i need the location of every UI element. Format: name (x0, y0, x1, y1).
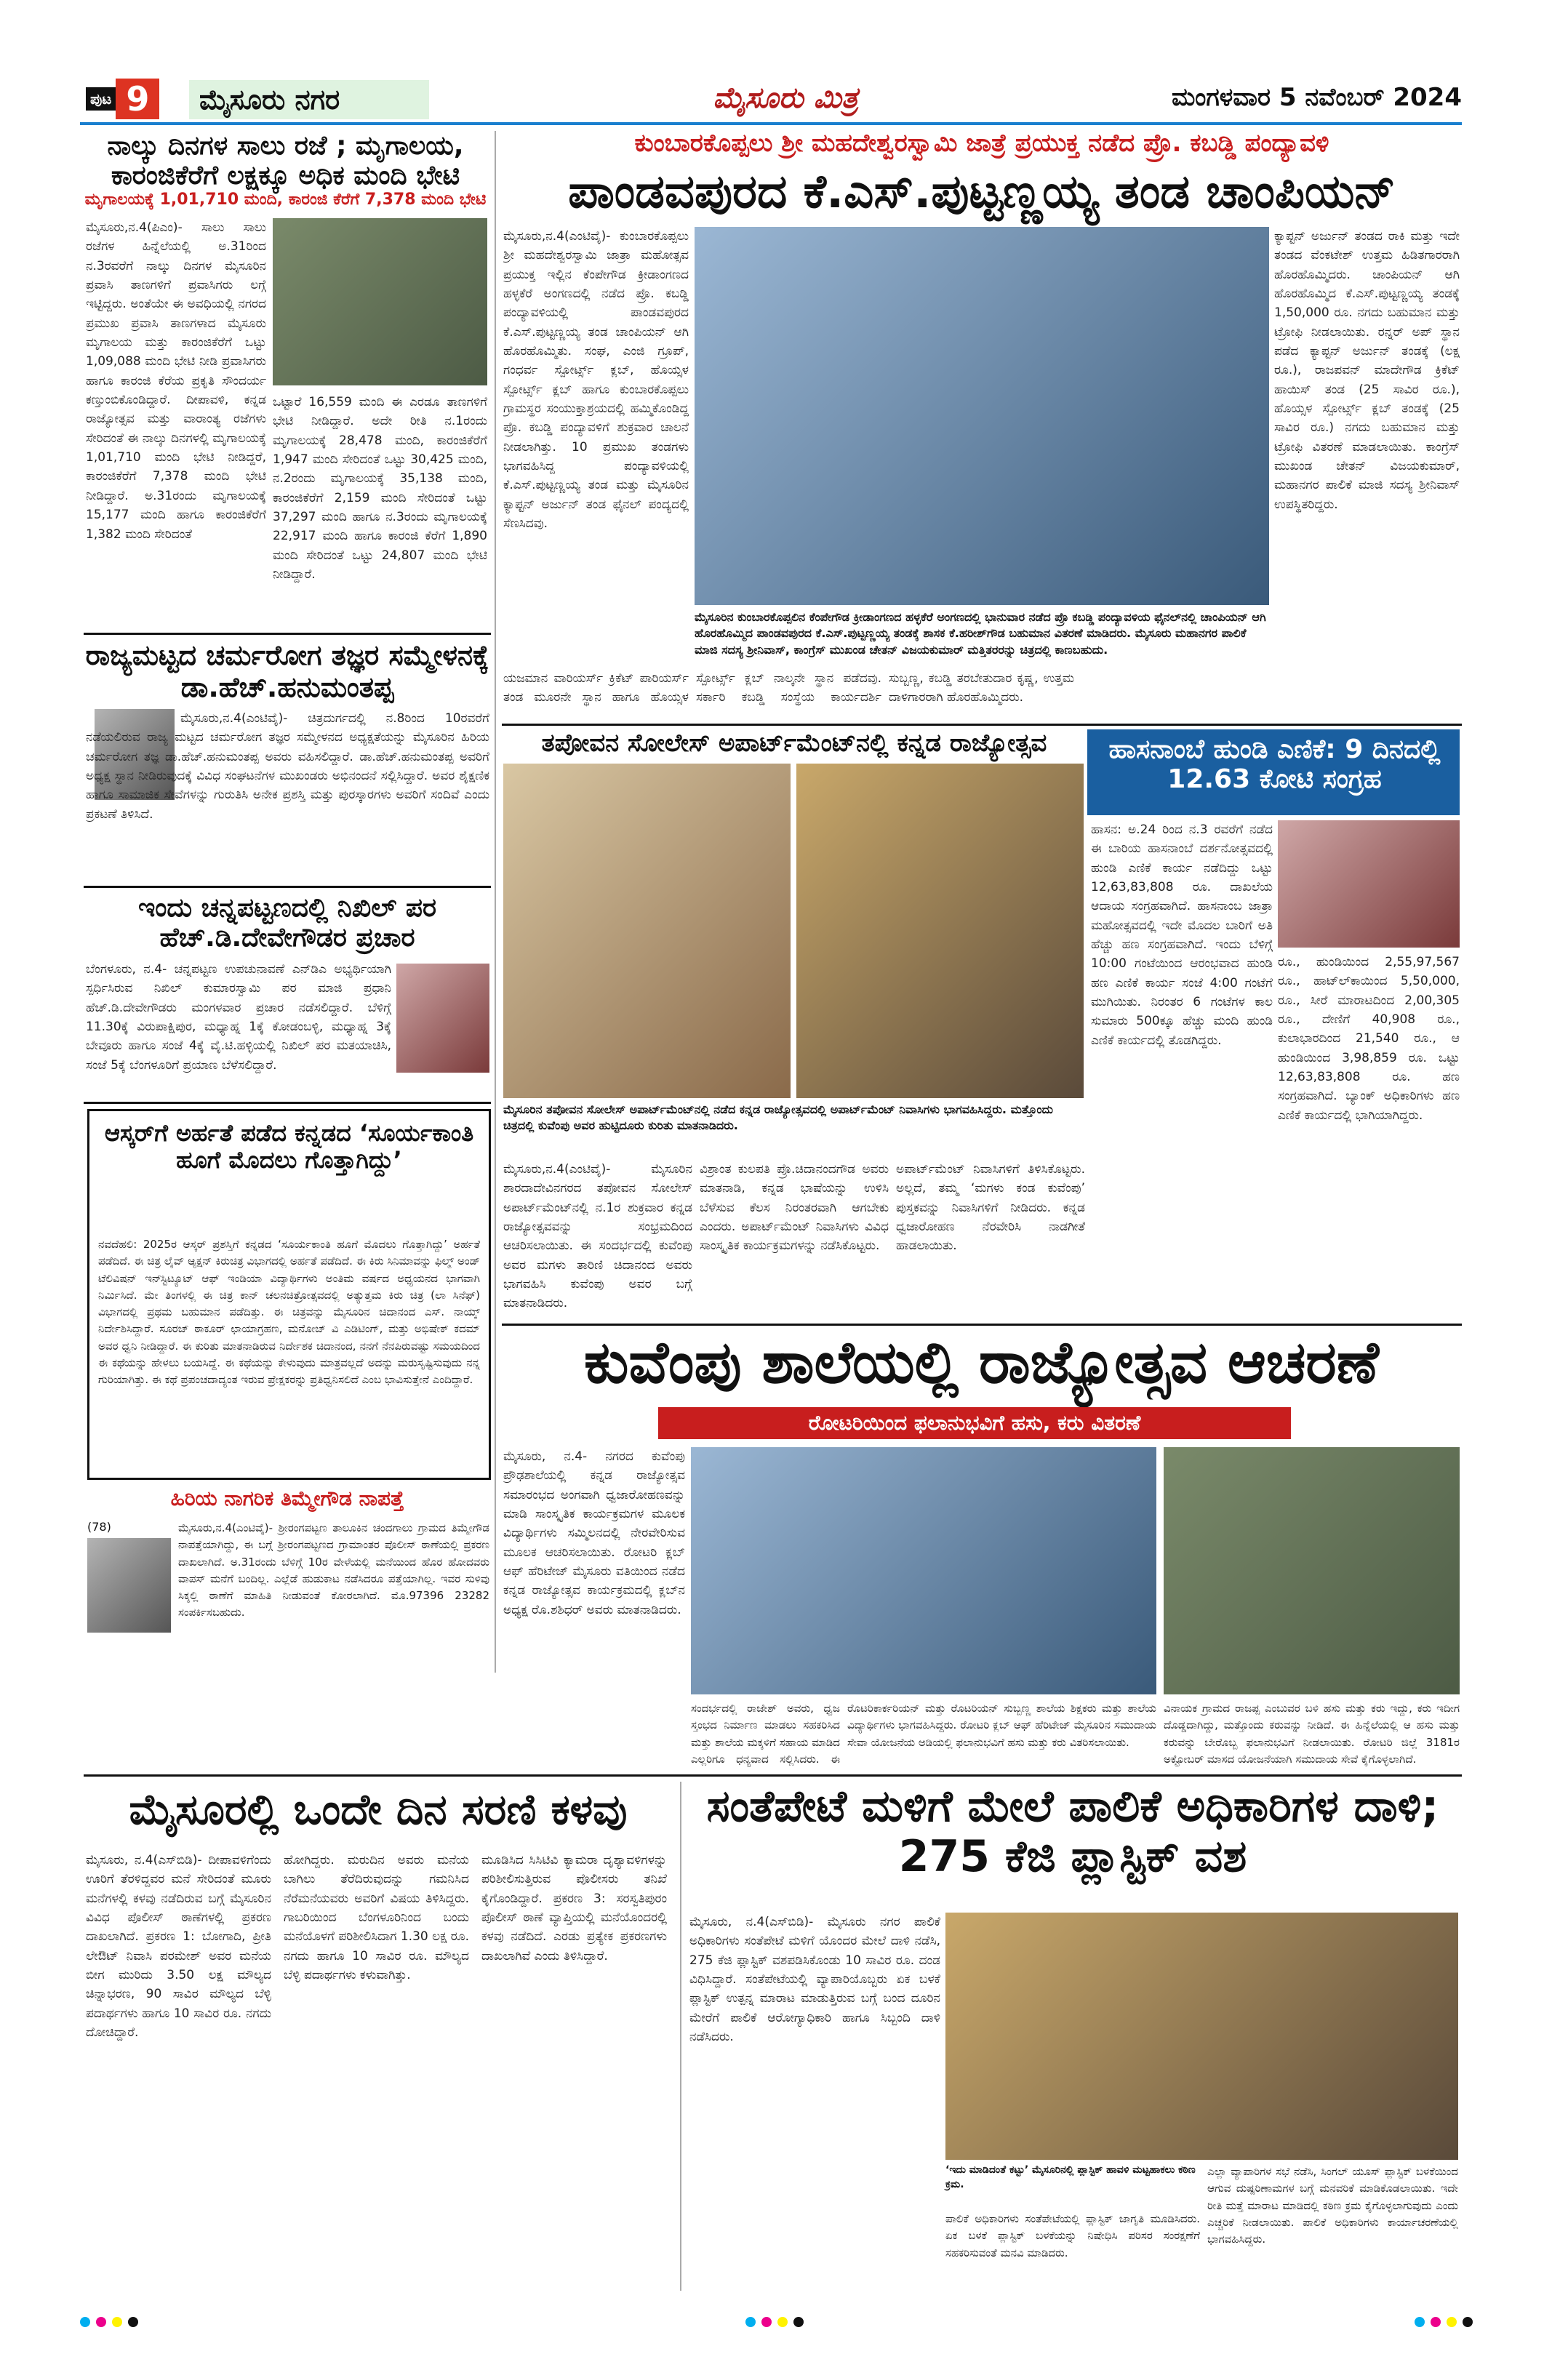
dg-body: ಬೆಂಗಳೂರು, ನ.4- ಚನ್ನಪಟ್ಟಣ ಉಪಚುನಾವಣೆ ಎನ್‍ಡಿಎ ಅಭ್ಯರ್ಥಿಯಾಗಿ ಸ್ಪರ್ಧಿಸಿರುವ ನಿಖಿಲ್ ಕುಮಾರಸ್ವಾಮಿ ಪರ ಮಾಜಿ ಪ್ರಧಾನಿ ಹೆಚ್.ಡಿ.ದೇವೇಗೌಡರು ಮಂಗಳವಾರ ಪ್ರಚಾರ ನಡೆಸಲಿದ್ದಾರೆ. ಬೆಳಿಗ್ಗೆ 11.30ಕ್ಕೆ ವಿರುಪಾಕ್ಷಿಪುರ, ಮಧ್ಯಾಹ್ನ 1ಕ್ಕೆ ಕೋಡಂಬಳ್ಳಿ, ಮಧ್ಯಾಹ್ನ 3ಕ್ಕೆ ಬೇವೂರು ಹಾಗೂ ಸಂಜೆ 4ಕ್ಕೆ ವೈ.ಟಿ.ಹಳ್ಳಿಯಲ್ಲಿ ನಿಖಿಲ್ ಪರ ಮತಯಾಚಿಸಿ, ಸಂಜೆ 5ಕ್ಕೆ ಬೆಂಗಳೂರಿಗೆ ಪ್ರಯಾಣ ಬೆಳೆಸಲಿದ್ದಾರೆ. (86, 962, 391, 1073)
plastic-caption: ‘ಇದು ಮಾಡಿದಂತೆ ಕಟ್ಟು’ ಮೈಸೂರಿನಲ್ಲಿ ಪ್ಲಾಸ್ಟಿಕ್ ಹಾವಳಿ ಮಟ್ಟಹಾಕಲು ಕಠಿಣ ಕ್ರಮ. (945, 2164, 1196, 2190)
kuvempu-flag-photo (691, 1447, 1156, 1694)
kabaddi-caption: ಮೈಸೂರಿನ ಕುಂಬಾರಕೊಪ್ಪಲಿನ ಕೆಂಪೇಗೌಡ ಕ್ರೀಡಾಂಗಣದ ಹಳ್ಳಕೆರೆ ಅಂಗಣದಲ್ಲಿ ಭಾನುವಾರ ನಡೆದ ಪ್ರೊ ಕಬಡ್ಡಿ ಪಂದ್ಯಾವಳಿಯ ಫೈನಲ್‌ನಲ್ಲಿ ಚಾಂಪಿಯನ್ ಆಗಿ ಹೊರಹೊಮ್ಮಿದ ಪಾಂಡವಪುರದ ಕೆ.ಎಸ್.ಪುಟ್ಟಣ್ಣಯ್ಯ ತಂಡಕ್ಕೆ ಶಾಸಕ ಕೆ.ಹರೀಶ್‌ಗೌಡ ಬಹುಮಾನ ವಿತರಣೆ ಮಾಡಿದರು. ಮೈಸೂರು ಮಹಾನಗರ ಪಾಲಿಕೆ ಮಾಜಿ ಸದಸ್ಯ ಶ್ರೀನಿವಾಸ್, ಕಾಂಗ್ರೆಸ್ ಮುಖಂಡ ಚೇತನ್ ವಿಜಯಕುಮಾರ್ ಮತ್ತಿತರರನ್ನು ಚಿತ್ರದಲ್ಲಿ ಕಾಣಬಹುದು. (695, 610, 1266, 657)
kabaddi-bottom-text: ಯಜಮಾನ ವಾರಿಯರ್ಸ್ ಕ್ರಿಕೆಟ್ ಪಾರಿಯರ್ಸ್ ತಂಡ ಮೂರನೇ ಸ್ಥಾನ ಹಾಗೂ ಹೊಯ್ಸಳ ಸ್ಪೋರ್ಟ್ಸ್ ಕ್ಲಬ್ ನಾಲ್ಕನೇ ಸ್ಥಾನ ಪಡೆದವು. ಸರ್ಕಾರಿ ಕಬಡ್ಡಿ ಸಂಸ್ಥೆಯ ಕಾರ್ಯದರ್ಶಿ ಸುಬ್ಬಣ್ಣ, ಕಬಡ್ಡಿ ತರಬೇತುದಾರ ಕೃಷ್ಣ, ಉತ್ತಮ ದಾಳಿಗಾರರಾಗಿ ಹೊರಹೊಮ್ಮಿದರು. (503, 671, 1074, 705)
kuvempu-body-right: ವಿನಾಯಕ ಗ್ರಾಮದ ರಾಜಪ್ಪ ಎಂಬುವರ ಬಳಿ ಹಸು ಮತ್ತು ಕರು ಇದ್ದು, ಕರು ಇದೀಗ ದೊಡ್ಡದಾಗಿದ್ದು, ಮತ್ತೊಂದು ಕರುವನ್ನು ನೀಡಿದೆ. ಈ ಹಿನ್ನೆಲೆಯಲ್ಲಿ ಆ ಹಸು ಮತ್ತು ಕರುವನ್ನು ಬೇರೊಬ್ಬ ಫಲಾನುಭವಿಗೆ ನೀಡಲಾಯಿತು. ರೋಟರಿ ಜಿಲ್ಲೆ 3181ರ ಅಕ್ಟೋಬರ್ ಮಾಸದ ಯೋಜನೆಯಾಗಿ ಸಮುದಾಯ ಸೇವೆ ಕೈಗೊಳ್ಳಲಾಗಿದೆ. (1164, 1702, 1460, 1766)
tapovana-body-mid: ವಿಶ್ರಾಂತ ಕುಲಪತಿ ಪ್ರೊ.ಚಿದಾನಂದಗೌಡ ಅವರು ಮಾತನಾಡಿ, ಕನ್ನಡ ಭಾಷೆಯನ್ನು ಉಳಿಸಿ ಬೆಳೆಸುವ ಕೆಲಸ ನಿರಂತರವಾಗಿ ಆಗಬೇಕು ಎಂದರು. ಅಪಾರ್ಟ್‌ಮೆಂಟ್ ನಿವಾಸಿಗಳು ವಿವಿಧ ಸಾಂಸ್ಕೃತಿಕ ಕಾರ್ಯಕ್ರಮಗಳನ್ನು ನಡೆಸಿಕೊಟ್ಟರು. (700, 1162, 889, 1254)
plastic-raid-photo (945, 1913, 1458, 2160)
divider (84, 1774, 1462, 1777)
theft-body-b: ಹೋಗಿದ್ದರು. ಮರುದಿನ ಅವರು ಮನೆಯ ಬಾಗಿಲು ತೆರೆದಿರುವುದನ್ನು ಗಮನಿಸಿದ ನೆರೆಮನೆಯವರು ಅವರಿಗೆ ವಿಷಯ ತಿಳಿಸಿದ್ದರು. ಗಾಬರಿಯಿಂದ ಬೆಂಗಳೂರಿನಿಂದ ಬಂದು ಮನೆಯೊಳಗೆ ಪರಿಶೀಲಿಸಿದಾಗ 1.30 ಲಕ್ಷ ರೂ. ನಗದು ಹಾಗೂ 10 ಸಾವಿರ ರೂ. ಮೌಲ್ಯದ ಬೆಳ್ಳಿ ಪದಾರ್ಥಗಳು ಕಳುವಾಗಿತ್ತು. (284, 1853, 469, 1983)
tapovana-photo-left (503, 764, 791, 1098)
plastic-bottom: ಪಾಲಿಕೆ ಅಧಿಕಾರಿಗಳು ಸಂತೆಪೇಟೆಯಲ್ಲಿ ಪ್ಲಾಸ್ಟಿಕ್ ಜಾಗೃತಿ ಮೂಡಿಸಿದರು. ಏಕ ಬಳಕೆ ಪ್ಲಾಸ್ಟಿಕ್ ಬಳಕೆಯನ್ನು ನಿಷೇಧಿಸಿ ಪರಿಸರ ಸಂರಕ್ಷಣೆಗೆ ಸಹಕರಿಸುವಂತೆ ಮನವಿ ಮಾಡಿದರು. (945, 2212, 1200, 2259)
dg-headline: ಇಂದು ಚನ್ನಪಟ್ಟಣದಲ್ಲಿ ನಿಖಿಲ್ ಪರ ಹೆಚ್.ಡಿ.ದೇವೇಗೌಡರ ಪ್ರಚಾರ (138, 893, 436, 953)
registration-dots-left (80, 2316, 144, 2330)
kuvempu-body-left: ಮೈಸೂರು, ನ.4- ನಗರದ ಕುವೆಂಪು ಪ್ರೌಢಶಾಲೆಯಲ್ಲಿ ಕನ್ನಡ ರಾಜ್ಯೋತ್ಸವ ಸಮಾರಂಭದ ಅಂಗವಾಗಿ ಧ್ವಜಾರೋಹಣವನ್ನು ಮಾಡಿ ಸಾಂಸ್ಕೃತಿಕ ಕಾರ್ಯಕ್ರಮಗಳ ಮೂಲಕ ವಿದ್ಯಾರ್ಥಿಗಳು ಸಮ್ಮಿಲನದಲ್ಲಿ ನೇರವೇರಿಸುವ ಮೂಲಕ ಆಚರಿಸಲಾಯಿತು. ರೋಟರಿ ಕ್ಲಬ್ ಆಫ್ ಹೆರಿಟೇಜ್ ಮೈಸೂರು ವತಿಯಿಂದ ನಡೆದ ಕನ್ನಡ ರಾಜ್ಯೋತ್ಸವ ಕಾರ್ಯಕ್ರಮದಲ್ಲಿ ಕ್ಲಬ್‌ನ ಅಧ್ಯಕ್ಷ ರೊ.ಶಶಿಧರ್ ಅವರು ಮಾತನಾಡಿದರು. (503, 1449, 685, 1617)
kuvempu-body-mid: ಸಂದರ್ಭದಲ್ಲಿ ರಾಜೇಶ್ ಅವರು, ಧ್ವಜ ಸ್ತಂಭದ ನಿರ್ಮಾಣ ಮಾಡಲು ಸಹಕರಿಸಿದ ಮತ್ತು ಶಾಲೆಯ ಮಕ್ಕಳಿಗೆ ಸಹಾಯ ಮಾಡಿದ ಎಲ್ಲರಿಗೂ ಧನ್ಯವಾದ ಸಲ್ಲಿಸಿದರು. ಈ (691, 1702, 840, 1766)
hasanamba-deity-photo (1278, 820, 1460, 948)
registration-dots-center (745, 2316, 809, 2330)
kabaddi-team-photo (695, 227, 1269, 605)
zoo-headline: ನಾಲ್ಕು ದಿನಗಳ ಸಾಲು ರಜೆ ; ಮೃಗಾಲಯ, ಕಾರಂಜಿಕೆರೆಗೆ ಲಕ್ಷಕ್ಕೂ ಅಧಿಕ ಮಂದಿ ಭೇಟಿ (107, 131, 464, 191)
kabaddi-body-left: ಮೈಸೂರು,ನ.4(ಎಂಟಿವೈ)- ಕುಂಬಾರಕೊಪ್ಪಲು ಶ್ರೀ ಮಹದೇಶ್ವರಸ್ವಾಮಿ ಜಾತ್ರಾ ಮಹೋತ್ಸವ ಪ್ರಯುಕ್ತ ಇಲ್ಲಿನ ಕೆಂಪೇಗೌಡ ಕ್ರೀಡಾಂಗಣದ ಹಳ್ಳಕೆರೆ ಅಂಗಣದಲ್ಲಿ ನಡೆದ ಪ್ರೊ. ಕಬಡ್ಡಿ ಪಂದ್ಯಾವಳಿಯಲ್ಲಿ ಪಾಂಡವಪುರದ ಕೆ.ಎಸ್.ಪುಟ್ಟಣ್ಣಯ್ಯ ತಂಡ ಚಾಂಪಿಯನ್ ಆಗಿ ಹೊರಹೊಮ್ಮಿತು. ಸಂಘ, ಎಂಜಿ ಗ್ರೂಪ್, ಗಂಧರ್ವ ಸ್ಪೋರ್ಟ್ಸ್ ಕ್ಲಬ್, ಹೊಯ್ಸಳ ಸ್ಪೋರ್ಟ್ಸ್ ಕ್ಲಬ್ ಹಾಗೂ ಕುಂಬಾರಕೊಪ್ಪಲು ಗ್ರಾಮಸ್ಥರ ಸಂಯುಕ್ತಾಶ್ರಯದಲ್ಲಿ ಹಮ್ಮಿಕೊಂಡಿದ್ದ ಪ್ರೊ. ಕಬಡ್ಡಿ ಪಂದ್ಯಾವಳಿಗೆ ಶುಕ್ರವಾರ ಚಾಲನೆ ನೀಡಲಾಗಿತ್ತು. 10 ಪ್ರಮುಖ ತಂಡಗಳು ಭಾಗವಹಿಸಿದ್ದ ಪಂದ್ಯಾವಳಿಯಲ್ಲಿ ಕೆ.ಎಸ್.ಪುಟ್ಟಣ್ಣಯ್ಯ ತಂಡ ಮತ್ತು ಮೈಸೂರಿನ ಕ್ಯಾಪ್ಟನ್ ಅರ್ಜುನ್ ತಂಡ ಫೈನಲ್ ಪಂದ್ಯದಲ್ಲಿ ಸೆಣಸಿದವು. (503, 229, 689, 532)
missing-body: ಮೈಸೂರು,ನ.4(ಎಂಟಿವೈ)- ಶ್ರೀರಂಗಪಟ್ಟಣ ತಾಲೂಕಿನ ಚಂದಗಾಲು ಗ್ರಾಮದ ತಿಮ್ಮೇಗೌಡ ನಾಪತ್ತೆಯಾಗಿದ್ದು, ಈ ಬಗ್ಗೆ ಶ್ರೀರಂಗಪಟ್ಟಣದ ಗ್ರಾಮಾಂತರ ಪೊಲೀಸ್ ಠಾಣೆಯಲ್ಲಿ ಪ್ರಕರಣ ದಾಖಲಾಗಿದೆ. ಅ.31ರಂದು ಬೆಳಿಗ್ಗೆ 10ರ ವೇಳೆಯಲ್ಲಿ ಮನೆಯಿಂದ ಹೊರ ಹೋದವರು ವಾಪಸ್ ಮನೆಗೆ ಬಂದಿಲ್ಲ. ಎಲ್ಲೆಡೆ ಹುಡುಕಾಟ ನಡೆಸಿದರೂ ಪತ್ತೆಯಾಗಿಲ್ಲ. ಇವರ ಸುಳಿವು ಸಿಕ್ಕಲ್ಲಿ ಠಾಣೆಗೆ ಮಾಹಿತಿ ನೀಡುವಂತೆ ಕೋರಲಾಗಿದೆ. ಮೊ.97396 23282 ಸಂಪರ್ಕಿಸಬಹುದು. (178, 1521, 489, 1620)
kabaddi-headline: ಪಾಂಡವಪುರದ ಕೆ.ಎಸ್.ಪುಟ್ಟಣ್ಣಯ್ಯ ತಂಡ ಚಾಂಪಿಯನ್ (568, 165, 1396, 219)
hasanamba-body-right: ರೂ., ಹುಂಡಿಯಿಂದ 2,55,97,567 ರೂ., ಹಾಟ್‌ಲ್‌ಕಾಯಿಂದ 5,50,000, ರೂ., ಸೀರೆ ಮಾರಾಟದಿಂದ 2,00,305 ರೂ., ದೇಣಿಗೆ 40,908 ರೂ., ಕುಲಾಭಾರದಿಂದ 21,540 ರೂ., ಆ ಹುಂಡಿಯಿಂದ 3,98,859 ರೂ. ಒಟ್ಟು 12,63,83,808 ರೂ. ಹಣ ಸಂಗ್ರಹವಾಗಿದೆ. ಬ್ಯಾಂಕ್ ಅಧಿಕಾರಿಗಳು ಹಣ ಎಣಿಕೆ ಕಾರ್ಯದಲ್ಲಿ ಭಾಗಿಯಾಗಿದ್ದರು. (1278, 955, 1460, 1123)
newspaper-logo: ಮೈಸೂರು ಮಿತ್ರ (713, 81, 858, 115)
kuvempu-subhead: ರೋಟರಿಯಿಂದ ಫಲಾನುಭವಿಗೆ ಹಸು, ಕರು ವಿತರಣೆ (658, 1407, 1291, 1439)
divider (84, 1102, 491, 1104)
tapovana-photo-right (796, 764, 1084, 1098)
missing-headline: ಹಿರಿಯ ನಾಗರಿಕ ತಿಮ್ಮೇಗೌಡ ನಾಪತ್ತೆ (170, 1486, 404, 1510)
column-divider (680, 1782, 681, 2291)
divider (502, 724, 1462, 726)
column-divider (495, 131, 496, 1673)
divider (84, 886, 491, 888)
dg-portrait-photo (396, 964, 489, 1073)
plastic-body-left: ಮೈಸೂರು, ನ.4(ಎಸ್‌ಬಿಡಿ)- ಮೈಸೂರು ನಗರ ಪಾಲಿಕೆ ಅಧಿಕಾರಿಗಳು ಸಂತೆಪೇಟೆ ಮಳಿಗೆ ಯೊಂದರ ಮೇಲೆ ದಾಳಿ ನಡೆಸಿ, 275 ಕೆಜಿ ಪ್ಲಾಸ್ಟಿಕ್ ವಶಪಡಿಸಿಕೊಂಡು 10 ಸಾವಿರ ರೂ. ದಂಡ ವಿಧಿಸಿದ್ದಾರೆ. ಸಂತೆಪೇಟೆಯಲ್ಲಿ ವ್ಯಾಪಾರಿಯೊಬ್ಬರು ಏಕ ಬಳಕೆ ಪ್ಲಾಸ್ಟಿಕ್ ಉತ್ಪನ್ನ ಮಾರಾಟ ಮಾಡುತ್ತಿರುವ ಬಗ್ಗೆ ಬಂದ ದೂರಿನ ಮೇರೆಗೆ ಪಾಲಿಕೆ ಆರೋಗ್ಯಾಧಿಕಾರಿ ಹಾಗೂ ಸಿಬ್ಬಂದಿ ದಾಳಿ ನಡೆಸಿದರು. (689, 1915, 940, 2045)
registration-dots-right (1415, 2316, 1479, 2330)
issue-date: ಮಂಗಳವಾರ 5 ನವೆಂಬರ್ 2024 (1171, 83, 1462, 112)
zoo-body-right: ಒಟ್ಟಾರೆ 16,559 ಮಂದಿ ಈ ಎರಡೂ ತಾಣಗಳಿಗೆ ಭೇಟಿ ನೀಡಿದ್ದಾರೆ. ಅದೇ ರೀತಿ ನ.1ರಂದು ಮೃಗಾಲಯಕ್ಕೆ 28,478 ಮಂದಿ, ಕಾರಂಜಿಕೆರೆಗೆ 1,947 ಮಂದಿ ಸೇರಿದಂತೆ ಒಟ್ಟು 30,425 ಮಂದಿ, ನ.2ರಂದು ಮೃಗಾಲಯಕ್ಕೆ 35,138 ಮಂದಿ, ಕಾರಂಜಿಕೆರೆಗೆ 2,159 ಮಂದಿ ಸೇರಿದಂತೆ ಒಟ್ಟು 37,297 ಮಂದಿ ಹಾಗೂ ನ.3ರಂದು ಮೃಗಾಲಯಕ್ಕೆ 22,917 ಮಂದಿ ಹಾಗೂ ಕಾರಂಜಿ ಕೆರೆಗೆ 1,890 ಮಂದಿ ಸೇರಿದಂತೆ ಒಟ್ಟು 24,807 ಮಂದಿ ಭೇಟಿ ನೀಡಿದ್ದಾರೆ. (273, 395, 487, 583)
theft-headline: ಮೈಸೂರಲ್ಲಿ ಒಂದೇ ದಿನ ಸರಣಿ ಕಳವು (129, 1785, 628, 1834)
plastic-body-right: ಎಲ್ಲಾ ವ್ಯಾಪಾರಿಗಳ ಸಭೆ ನಡೆಸಿ, ಸಿಂಗಲ್ ಯೂಸ್ ಪ್ಲಾಸ್ಟಿಕ್ ಬಳಕೆಯಿಂದ ಆಗುವ ದುಷ್ಪರಿಣಾಮಗಳ ಬಗ್ಗೆ ಮನವರಿಕೆ ಮಾಡಿಕೊಡಲಾಯಿತು. ಇದೇ ರೀತಿ ಮತ್ತೆ ಮಾರಾಟ ಮಾಡಿದಲ್ಲಿ ಕಠಿಣ ಕ್ರಮ ಕೈಗೊಳ್ಳಲಾಗುವುದು ಎಂದು ಎಚ್ಚರಿಕೆ ನೀಡಲಾಯಿತು. ಪಾಲಿಕೆ ಅಧಿಕಾರಿಗಳು ಕಾರ್ಯಾಚರಣೆಯಲ್ಲಿ ಭಾಗವಹಿಸಿದ್ದರು. (1207, 2165, 1458, 2246)
masthead-rule (80, 122, 1462, 125)
theft-body-a: ಮೈಸೂರು, ನ.4(ಎಸ್‌ಬಿಡಿ)- ದೀಪಾವಳಿಗೆಂದು ಊರಿಗೆ ತೆರಳಿದ್ದವರ ಮನೆ ಸೇರಿದಂತೆ ಮೂರು ಮನೆಗಳಲ್ಲಿ ಕಳವು ನಡೆದಿರುವ ಬಗ್ಗೆ ಮೈಸೂರಿನ ವಿವಿಧ ಪೊಲೀಸ್ ಠಾಣೆಗಳಲ್ಲಿ ಪ್ರಕರಣ ದಾಖಲಾಗಿದೆ. ಪ್ರಕರಣ 1: ಬೋಗಾದಿ, ಪ್ರೀತಿ ಲೇಔಟ್ ನಿವಾಸಿ ಪರಮೇಶ್ ಅವರ ಮನೆಯ ಬೀಗ ಮುರಿದು 3.50 ಲಕ್ಷ ಮೌಲ್ಯದ ಚಿನ್ನಾಭರಣ, 90 ಸಾವಿರ ಮೌಲ್ಯದ ಬೆಳ್ಳಿ ಪದಾರ್ಥಗಳು ಹಾಗೂ 10 ಸಾವಿರ ರೂ. ನಗದು ದೋಚಿದ್ದಾರೆ. (86, 1853, 271, 2041)
hasanamba-body-left: ಹಾಸನ: ಅ.24 ರಿಂದ ನ.3 ರವರೆಗೆ ನಡೆದ ಈ ಬಾರಿಯ ಹಾಸನಾಂಬೆ ದರ್ಶನೋತ್ಸವದಲ್ಲಿ ಹುಂಡಿ ಎಣಿಕೆ ಕಾರ್ಯ ನಡೆದಿದ್ದು ಒಟ್ಟು 12,63,83,808 ರೂ. ದಾಖಲೆಯ ಆದಾಯ ಸಂಗ್ರಹವಾಗಿದೆ. ಹಾಸನಾಂಬ ಜಾತ್ರಾ ಮಹೋತ್ಸವದಲ್ಲಿ ಇದೇ ಮೊದಲ ಬಾರಿಗೆ ಅತಿ ಹೆಚ್ಚು ಹಣ ಸಂಗ್ರಹವಾಗಿದೆ. ಇಂದು ಬೆಳಿಗ್ಗೆ 10:00 ಗಂಟೆಯಿಂದ ಆರಂಭವಾದ ಹುಂಡಿ ಹಣ ಎಣಿಕೆ ಕಾರ್ಯ ಸಂಜೆ 4:00 ಗಂಟೆಗೆ ಮುಗಿಯಿತು. ನಿರಂತರ 6 ಗಂಟೆಗಳ ಕಾಲ ಸುಮಾರು 500ಕ್ಕೂ ಹೆಚ್ಚು ಮಂದಿ ಹುಂಡಿ ಎಣಿಕೆ ಕಾರ್ಯದಲ್ಲಿ ತೊಡಗಿದ್ದರು. (1091, 822, 1273, 1048)
tapovana-headline: ತಪೋವನ ಸೋಲೇಸ್ ಅಪಾರ್ಟ್‌ಮೆಂಟ್‌ನಲ್ಲಿ ಕನ್ನಡ ರಾಜ್ಯೋತ್ಸವ (541, 729, 1047, 758)
page-number: 9 (116, 79, 159, 119)
page-number-box (86, 79, 188, 119)
theft-body-c: ಮೂಡಿಸಿದ ಸಿಸಿಟಿವಿ ಕ್ಯಾಮರಾ ದೃಶ್ಯಾವಳಿಗಳನ್ನು ಪರಿಶೀಲಿಸುತ್ತಿರುವ ಪೊಲೀಸರು ತನಿಖೆ ಕೈಗೊಂಡಿದ್ದಾರೆ. ಪ್ರಕರಣ 3: ಸರಸ್ವತಿಪುರಂ ಪೊಲೀಸ್ ಠಾಣೆ ವ್ಯಾಪ್ತಿಯಲ್ಲಿ ಮನೆಯೊಂದರಲ್ಲಿ ಕಳವು ನಡೆದಿದೆ. ಎರಡು ಪ್ರತ್ಯೇಕ ಪ್ರಕರಣಗಳು ದಾಖಲಾಗಿವೆ ಎಂದು ತಿಳಿಸಿದ್ದಾರೆ. (481, 1853, 667, 1963)
divider (84, 633, 491, 635)
derm-headline: ರಾಜ್ಯಮಟ್ಟದ ಚರ್ಮರೋಗ ತಜ್ಞರ ಸಮ್ಮೇಳನಕ್ಕೆ ಡಾ.ಹೆಚ್.ಹನುಮಂತಪ್ಪ (85, 639, 489, 703)
kabaddi-kicker: ಕುಂಬಾರಕೊಪ್ಪಲು ಶ್ರೀ ಮಹದೇಶ್ವರಸ್ವಾಮಿ ಜಾತ್ರೆ ಪ್ರಯುಕ್ತ ನಡೆದ ಪ್ರೊ. ಕಬಡ್ಡಿ ಪಂದ್ಯಾವಳಿ (634, 129, 1329, 158)
oscar-headline: ಆಸ್ಕರ್‌ಗೆ ಅರ್ಹತೆ ಪಡೆದ ಕನ್ನಡದ ‘ಸೂರ್ಯಕಾಂತಿ ಹೂಗೆ ಮೊದಲು ಗೊತ್ತಾಗಿದ್ದು’ (104, 1119, 474, 1174)
tapovana-body-right: ಅಪಾರ್ಟ್‌ಮೆಂಟ್ ನಿವಾಸಿಗಳಿಗೆ ತಿಳಿಸಿಕೊಟ್ಟರು. ಅಲ್ಲದೆ, ತಮ್ಮ ‘ಮಗಳು ಕಂಡ ಕುವೆಂಪು’ ಪುಸ್ತಕವನ್ನು ನಿವಾಸಿಗಳಿಗೆ ನೀಡಿದರು. ಕನ್ನಡ ಧ್ವಜಾರೋಹಣ ನೆರವೇರಿಸಿ ನಾಡಗೀತೆ ಹಾಡಲಾಯಿತು. (896, 1162, 1085, 1254)
page-label: ಪುಟ (86, 87, 116, 111)
zoo-subhead: ಮೃಗಾಲಯಕ್ಕೆ 1,01,710 ಮಂದಿ, ಕಾರಂಜಿ ಕೆರೆಗೆ 7,378 ಮಂದಿ ಭೇಟಿ (84, 191, 487, 209)
kuvempu-headline: ಕುವೆಂಪು ಶಾಲೆಯಲ್ಲಿ ರಾಜ್ಯೋತ್ಸವ ಆಚರಣೆ (584, 1329, 1379, 1396)
zoo-body-left: ಮೈಸೂರು,ನ.4(ಪಿಎಂ)- ಸಾಲು ಸಾಲು ರಜೆಗಳ ಹಿನ್ನೆಲೆಯಲ್ಲಿ ಅ.31ರಿಂದ ನ.3ರವರೆಗೆ ನಾಲ್ಕು ದಿನಗಳ ಮೈಸೂರಿನ ಪ್ರವಾಸಿ ತಾಣಗಳಿಗೆ ಪ್ರವಾಸಿಗರು ಲಗ್ಗೆ ಇಟ್ಟಿದ್ದರು. ಅಂತೆಯೇ ಈ ಅವಧಿಯಲ್ಲಿ ನಗರದ ಪ್ರಮುಖ ಪ್ರವಾಸಿ ತಾಣಗಳಾದ ಮೈಸೂರು ಮೃಗಾಲಯ ಮತ್ತು ಕಾರಂಜಿಕೆರೆಗೆ ಒಟ್ಟು 1,09,088 ಮಂದಿ ಭೇಟಿ ನೀಡಿ ಪ್ರವಾಸಿಗರು ಹಾಗೂ ಕಾರಂಜಿ ಕೆರೆಯ ಪ್ರಕೃತಿ ಸೌಂದರ್ಯ ಕಣ್ತುಂಬಿಕೊಂಡಿದ್ದಾರೆ. ದೀಪಾವಳಿ, ಕನ್ನಡ ರಾಜ್ಯೋತ್ಸವ ಮತ್ತು ವಾರಾಂತ್ಯ ರಜೆಗಳು ಸೇರಿದಂತೆ ಈ ನಾಲ್ಕು ದಿನಗಳಲ್ಲಿ ಮೃಗಾಲಯಕ್ಕೆ 1,01,710 ಮಂದಿ ಭೇಟಿ ನೀಡಿದ್ದರೆ, ಕಾರಂಜಿಕೆರೆಗೆ 7,378 ಮಂದಿ ಭೇಟಿ ನೀಡಿದ್ದಾರೆ. ಅ.31ರಂದು ಮೃಗಾಲಯಕ್ಕೆ 15,177 ಮಂದಿ ಹಾಗೂ ಕಾರಂಜಿಕೆರೆಗೆ 1,382 ಮಂದಿ ಸೇರಿದಂತೆ (86, 220, 266, 542)
divider (502, 1324, 1462, 1326)
plastic-headline: ಸಂತೆಪೇಟೆ ಮಳಿಗೆ ಮೇಲೆ ಪಾಲಿಕೆ ಅಧಿಕಾರಿಗಳ ದಾಳಿ; 275 ಕೆಜಿ ಪ್ಲಾಸ್ಟಿಕ್ ವಶ (706, 1781, 1439, 1882)
zoo-entrance-photo (273, 218, 487, 385)
kuvempu-body-mid2: ರೊಟರಿಕಾರ್ಕರಿಯನ್ ಮತ್ತು ರೊಟರಿಯನ್ ಸುಬ್ಬಣ್ಣ ಶಾಲೆಯ ಶಿಕ್ಷಕರು ಮತ್ತು ಶಾಲೆಯ ವಿದ್ಯಾರ್ಥಿಗಳು ಭಾಗವಹಿಸಿದ್ದರು. ರೋಟರಿ ಕ್ಲಬ್ ಆಫ್ ಹೆರಿಟೇಜ್ ಮೈಸೂರಿನ ಸಮುದಾಯ ಸೇವಾ ಯೋಜನೆಯ ಅಡಿಯಲ್ಲಿ ಫಲಾನುಭವಿಗೆ ಹಸು ಮತ್ತು ಕರು ವಿತರಿಸಲಾಯಿತು. (847, 1702, 1156, 1749)
derm-body: ಮೈಸೂರು,ನ.4(ಎಂಟಿವೈ)- ಚಿತ್ರದುರ್ಗದಲ್ಲಿ ನ.8ರಿಂದ 10ರವರೆಗೆ ನಡೆಯಲಿರುವ ರಾಜ್ಯ ಮಟ್ಟದ ಚರ್ಮರೋಗ ತಜ್ಞರ ಸಮ್ಮೇಳನದ ಅಧ್ಯಕ್ಷತೆಯನ್ನು ಮೈಸೂರಿನ ಹಿರಿಯ ಚರ್ಮರೋಗ ತಜ್ಞ ಡಾ.ಹೆಚ್.ಹನುಮಂತಪ್ಪ ಅವರು ವಹಿಸಲಿದ್ದಾರೆ. ಡಾ.ಹೆಚ್.ಹನುಮಂತಪ್ಪ ಅವರಿಗೆ ಅಧ್ಯಕ್ಷ ಸ್ಥಾನ ನೀಡಿರುವುದಕ್ಕೆ ವಿವಿಧ ಸಂಘಟನೆಗಳ ಮುಖಂಡರು ಅಭಿನಂದನೆ ಸಲ್ಲಿಸಿದ್ದಾರೆ. ಅವರ ಶೈಕ್ಷಣಿಕ ಹಾಗೂ ಸಾಮಾಜಿಕ ಸೇವೆಗಳನ್ನು ಗುರುತಿಸಿ ಅನೇಕ ಪ್ರಶಸ್ತಿ ಮತ್ತು ಪುರಸ್ಕಾರಗಳು ಅವರಿಗೆ ಸಂದಿವೆ ಎಂದು ಪ್ರಕಟಣೆ ತಿಳಿಸಿದೆ. (86, 711, 489, 822)
missing-person-photo (87, 1538, 171, 1633)
section-title: ಮೈಸೂರು ನಗರ (189, 80, 429, 119)
tapovana-caption: ಮೈಸೂರಿನ ತಪೋವನ ಸೋಲೇಸ್ ಅಪಾರ್ಟ್‌ಮೆಂಟ್‌ನಲ್ಲಿ ನಡೆದ ಕನ್ನಡ ರಾಜ್ಯೋತ್ಸವದಲ್ಲಿ ಅಪಾರ್ಟ್‌ಮೆಂಟ್ ನಿವಾಸಿಗಳು ಭಾಗವಹಿಸಿದ್ದರು. ಮತ್ತೊಂದು ಚಿತ್ರದಲ್ಲಿ ಕುವೆಂಪು ಅವರ ಹುಟ್ಟಿದೂರು ಕುರಿತು ಮಾತನಾಡಿದರು. (503, 1102, 1053, 1133)
oscar-body: ನವದೆಹಲಿ: 2025ರ ಆಸ್ಕರ್ ಪ್ರಶಸ್ತಿಗೆ ಕನ್ನಡದ ‘ಸೂರ್ಯಕಾಂತಿ ಹೂಗೆ ಮೊದಲು ಗೊತ್ತಾಗಿದ್ದು’ ಅರ್ಹತೆ ಪಡೆದಿದೆ. ಈ ಚಿತ್ರ ಲೈವ್ ಆ್ಯಕ್ಷನ್ ಕಿರುಚಿತ್ರ ವಿಭಾಗದಲ್ಲಿ ಅರ್ಹತೆ ಪಡೆದಿದೆ. ಈ ಕಿರು ಸಿನಿಮಾವನ್ನು ಫಿಲ್ಮ್ ಅಂಡ್ ಟೆಲಿವಿಷನ್ ಇನ್‍ಸ್ಟಿಟ್ಯೂಟ್ ಆಫ್ ಇಂಡಿಯಾ ವಿದ್ಯಾರ್ಥಿಗಳು ಅಂತಿಮ ವರ್ಷದ ಅಧ್ಯಯನದ ಭಾಗವಾಗಿ ನಿರ್ಮಿಸಿದೆ. ಮೇ ತಿಂಗಳಲ್ಲಿ ಈ ಚಿತ್ರ ಕಾನ್ ಚಲನಚಿತ್ರೋತ್ಸವದಲ್ಲಿ ಅತ್ಯುತ್ತಮ ಕಿರು ಚಿತ್ರ (ಲಾ ಸಿನೆಫ್) ವಿಭಾಗದಲ್ಲಿ ಪ್ರಥಮ ಬಹುಮಾನ ಪಡೆದಿತ್ತು. ಈ ಚಿತ್ರವನ್ನು ಮೈಸೂರಿನ ಚಿದಾನಂದ ಎಸ್. ನಾಯ್ಕ್ ನಿರ್ದೇಶಿಸಿದ್ದಾರೆ. ಸೂರಜ್ ಠಾಕೂರ್ ಛಾಯಾಗ್ರಹಣ, ಮನೋಜ್ ವಿ ಎಡಿಟಿಂಗ್, ಮತ್ತು ಅಭಿಷೇಕ್ ಕದಮ್ ಅವರ ಧ್ವನಿ ನೀಡಿದ್ದಾರೆ. ಈ ಕುರಿತು ಮಾತನಾಡಿರುವ ನಿರ್ದೇಶಕ ಚಿದಾನಂದ, ನನಗೆ ನೆನಪಿರುವಷ್ಟು ಸಮಯದಿಂದ ಈ ಕಥೆಯನ್ನು ಹೇಳಲು ಬಯಸಿದ್ದೆ. ಈ ಕಥೆಯನ್ನು ಕೇಳುವುದು ಮಾತ್ರವಲ್ಲದೆ ಅದನ್ನು ಮರುಸೃಷ್ಟಿಸುವುದು ನನ್ನ ಗುರಿಯಾಗಿತ್ತು. ಈ ಕಥೆ ಪ್ರಪಂಚದಾದ್ಯಂತ ಇರುವ ಪ್ರೇಕ್ಷಕರನ್ನು ಪ್ರತಿಧ್ವನಿಸಲಿದೆ ಎಂಬ ಭಾವಿಸುತ್ತೇನೆ ಎಂದಿದ್ದಾರೆ. (98, 1238, 480, 1386)
kuvempu-cow-photo (1164, 1447, 1460, 1694)
tapovana-body-left: ಮೈಸೂರು,ನ.4(ಎಂಟಿವೈ)- ಮೈಸೂರಿನ ಶಾರದಾದೇವಿನಗರದ ತಪೋವನ ಸೋಲೇಸ್ ಅಪಾರ್ಟ್‌ಮೆಂಟ್‌ನಲ್ಲಿ ನ.1ರ ಶುಕ್ರವಾರ ಕನ್ನಡ ರಾಜ್ಯೋತ್ಸವವನ್ನು ಸಂಭ್ರಮದಿಂದ ಆಚರಿಸಲಾಯಿತು. ಈ ಸಂದರ್ಭದಲ್ಲಿ ಕುವೆಂಪು ಅವರ ಮಗಳು ತಾರಿಣಿ ಚಿದಾನಂದ ಅವರು ಭಾಗವಹಿಸಿ ಕುವೆಂಪು ಅವರ ಬಗ್ಗೆ ಮಾತನಾಡಿದರು. (503, 1162, 692, 1311)
hasanamba-headline: ಹಾಸನಾಂಬೆ ಹುಂಡಿ ಎಣಿಕೆ: 9 ದಿನದಲ್ಲಿ 12.63 ಕೋಟಿ ಸಂಗ್ರಹ (1108, 734, 1441, 795)
kabaddi-body-right: ಕ್ಯಾಪ್ಟನ್ ಅರ್ಜುನ್ ತಂಡದ ರಾಕಿ ಮತ್ತು ಇದೇ ತಂಡದ ವೆಂಕಟೇಶ್ ಉತ್ತಮ ಹಿಡಿತಗಾರರಾಗಿ ಹೊರಹೊಮ್ಮಿದರು. ಚಾಂಪಿಯನ್ ಆಗಿ ಹೊರಹೊಮ್ಮಿದ ಕೆ.ಎಸ್.ಪುಟ್ಟಣ್ಣಯ್ಯ ತಂಡಕ್ಕೆ 1,50,000 ರೂ. ನಗದು ಬಹುಮಾನ ಮತ್ತು ಟ್ರೋಫಿ ನೀಡಲಾಯಿತು. ರನ್ನರ್ ಅಪ್ ಸ್ಥಾನ ಪಡೆದ ಕ್ಯಾಪ್ಟನ್ ಅರ್ಜುನ್ ತಂಡಕ್ಕೆ (ಲಕ್ಷ ರೂ.), ರಾಜಪವನ್ ಮಾದೇಗೌಡ ಕ್ರಿಕೆಟ್ ಹಾಯಿಸ್ ತಂಡ (25 ಸಾವಿರ ರೂ.), ಹೊಯ್ಸಳ ಸ್ಪೋರ್ಟ್ಸ್ ಕ್ಲಬ್ ತಂಡಕ್ಕೆ (25 ಸಾವಿರ ರೂ.) ನಗದು ಬಹುಮಾನ ಮತ್ತು ಟ್ರೋಫಿ ವಿತರಣೆ ಮಾಡಲಾಯಿತು. ಕಾಂಗ್ರೆಸ್ ಮುಖಂಡ ಚೇತನ್ ವಿಜಯಕುಮಾರ್, ಮಹಾನಗರ ಪಾಲಿಕೆ ಮಾಜಿ ಸದಸ್ಯ ಶ್ರೀನಿವಾಸ್ ಉಪಸ್ಥಿತರಿದ್ದರು. (1274, 229, 1460, 512)
missing-age: (78) (87, 1520, 111, 1534)
